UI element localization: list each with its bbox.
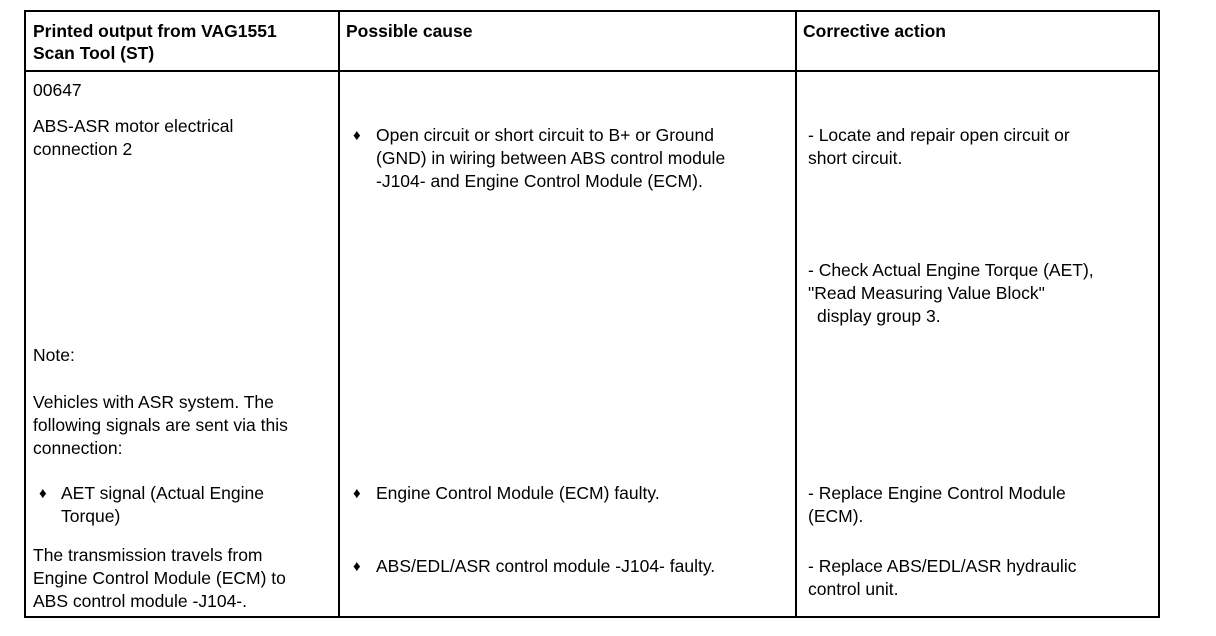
transmission-text: The transmission travels from Engine Control Module (ECM) to ABS control module -J104-. [33,545,286,611]
fault-code: 00647 [33,80,82,100]
cause-ecm-faulty: Engine Control Module (ECM) faulty. [376,483,660,503]
note-text: Vehicles with ASR system. The following signals are sent via this connection: [33,392,288,458]
diamond-bullet-icon: ♦ [353,485,361,502]
diamond-bullet-icon: ♦ [39,485,47,502]
header-divider [26,70,1158,72]
column-divider-2 [795,12,797,616]
action-replace-hydraulic: - Replace ABS/EDL/ASR hydraulic control unit. [808,556,1077,599]
action-check-aet: - Check Actual Engine Torque (AET), "Read Measuring Value Block" display group 3. [808,260,1094,326]
action-replace-ecm: - Replace Engine Control Module (ECM). [808,483,1066,526]
header-printed-output: Printed output from VAG1551 Scan Tool (ST) [33,21,277,63]
diamond-bullet-icon: ♦ [353,558,361,575]
column-divider-1 [338,12,340,616]
cause-module-faulty: ABS/EDL/ASR control module -J104- faulty. [376,556,716,576]
cause-open-circuit: Open circuit or short circuit to B+ or Ground (GND) in wiring between ABS control module -J104- and Engine Control Module (ECM). [376,125,726,191]
header-corrective-action: Corrective action [803,21,946,41]
diamond-bullet-icon: ♦ [353,127,361,144]
fault-title: ABS-ASR motor electrical connection 2 [33,116,234,159]
aet-signal-item: AET signal (Actual Engine Torque) [61,483,264,526]
header-possible-cause: Possible cause [346,21,473,41]
note-label: Note: [33,345,75,365]
action-repair-circuit: - Locate and repair open circuit or short circuit. [808,125,1070,168]
diagnostic-table [24,10,1160,618]
